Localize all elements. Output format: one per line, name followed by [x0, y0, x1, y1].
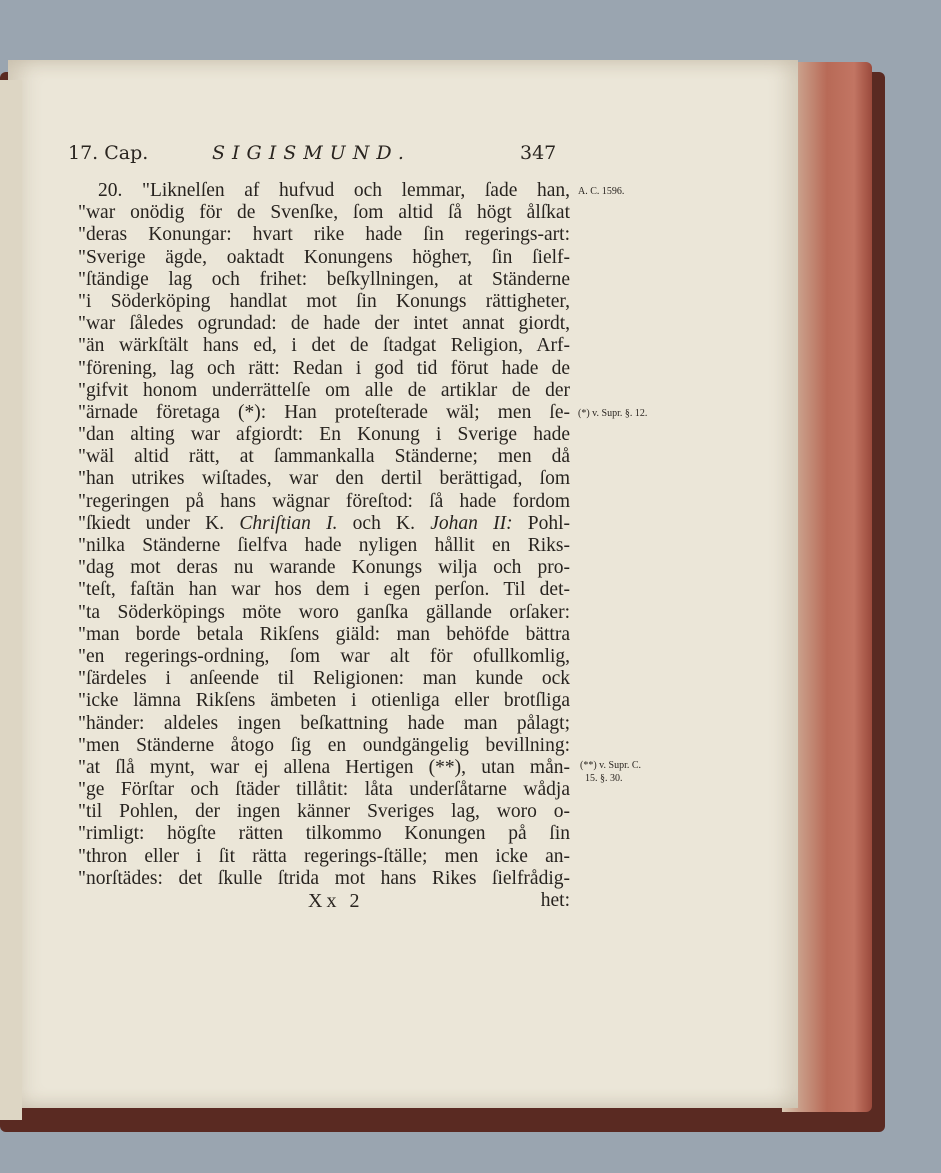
text-line: "til Pohlen, der ingen känner Sveriges lag, woro o-: [78, 801, 570, 823]
text-line: "man borde betala Rikſens giäld: man behöfde bättra: [78, 623, 570, 645]
text-line: "än wärkſtält hans ed, i det de ſtadgat Religion, Arf-: [78, 335, 570, 357]
text-line: "nilka Ständerne ſielfva hade nyligen hållit en Riks-: [78, 535, 570, 556]
text-line: "men Ständerne åtogo ſig en oundgängelig bevillning:: [78, 734, 570, 756]
text-line: "Sverige ägde, oaktadt Konungens högheт, ſin ſielf-: [78, 246, 570, 268]
text-line: "thron eller i ſit rätta regerings-ſtälle; men icke an-: [78, 845, 570, 867]
margin-note-footnote-1: (*) v. Supr. §. 12.: [578, 408, 648, 419]
text-line: "gifvit honom underrättelſe om alle de artiklar de der: [78, 379, 570, 401]
text-line: "ſärdeles i anſeende til Religionen: man kunde ock: [78, 668, 570, 690]
text-line: "dan alting war afgiordt: En Konung i Sverige hade: [78, 424, 570, 446]
text-line: "war onödig för de Svenſke, ſom altid ſå högt ålſkat: [78, 202, 570, 224]
margin-note-footnote-2a: (**) v. Supr. C.: [580, 760, 642, 771]
text-line: "ſtändige lag och frihet: beſkyllningen, at Ständerne: [78, 268, 570, 290]
margin-note-year: A. C. 1596.: [578, 186, 625, 197]
text-line: "war ſåledes ogrundad: de hade der intet annat giordt,: [78, 313, 570, 335]
chapter-label: 17. Cap.: [68, 142, 149, 164]
text-line: "en regerings-ordning, ſom war alt för ofullkomlig,: [78, 645, 570, 667]
text-line: "norſtädes: det ſkulle ſtrida mot hans Rikes ſielfrådig-: [78, 867, 570, 889]
text-segment: "ſkiedt under K.: [78, 512, 225, 534]
text-line: "regeringen på hans wägnar föreſtod: ſå hade fordom: [78, 490, 570, 512]
text-line: "teſt, faſtän han war hos dem i egen perſon. Til det-: [78, 579, 570, 601]
text-line: "förening, lag och rätt: Redan i god tid förut hade de: [78, 357, 570, 379]
text-line: "wäl altid rätt, at ſammankalla Ständerne; men då: [78, 446, 570, 468]
body-text: [78, 180, 570, 912]
text-line: [78, 513, 570, 535]
text-segment: Pohl-: [527, 512, 571, 534]
text-line: "i Söderköping handlat mot ſin Konungs rättigheter,: [78, 290, 570, 312]
page-number: 347: [520, 142, 557, 164]
text-line: "deras Konungar: hvart rike hade ſin regerings-art:: [78, 224, 570, 246]
running-title: SIGISMUND.: [212, 142, 411, 164]
text-line: "ärnade företaga (*): Han proteſterade wäl; men ſe-: [78, 401, 570, 423]
signature-mark: Xx 2: [308, 890, 364, 912]
text-segment: och K.: [352, 512, 415, 534]
text-line: "han utrikes wiſtades, war den dertil berättigad, ſom: [78, 468, 570, 490]
text-line: "ta Söderköpings möte woro ganſka gällande orſaker:: [78, 601, 570, 623]
text-line: "händer: aldeles ingen beſkattning hade man pålagt;: [78, 712, 570, 734]
left-page-edge: [0, 80, 22, 1120]
text-line: "icke lämna Rikſens ämbeten i otienliga eller brotſliga: [78, 690, 570, 712]
text-line: 20. "Liknelſen af hufvud och lemmar, ſade han,: [98, 180, 570, 201]
text-line: het:: [540, 890, 570, 911]
text-line: "dag mot deras nu warande Konungs wilja och pro-: [78, 557, 570, 579]
text-line: "ge Förſtar och ſtäder tillåtit: låta underſåtarne wådja: [78, 779, 570, 801]
text-segment: Johan II:: [430, 512, 513, 534]
text-line: "at ſlå mynt, war ej allena Hertigen (**), utan mån-: [78, 756, 570, 778]
text-segment: Chriſtian I.: [239, 512, 338, 534]
margin-note-footnote-2b: 15. §. 30.: [585, 773, 623, 784]
text-line: "rimligt: högſte rätten tilkommo Konungen på ſin: [78, 823, 570, 845]
